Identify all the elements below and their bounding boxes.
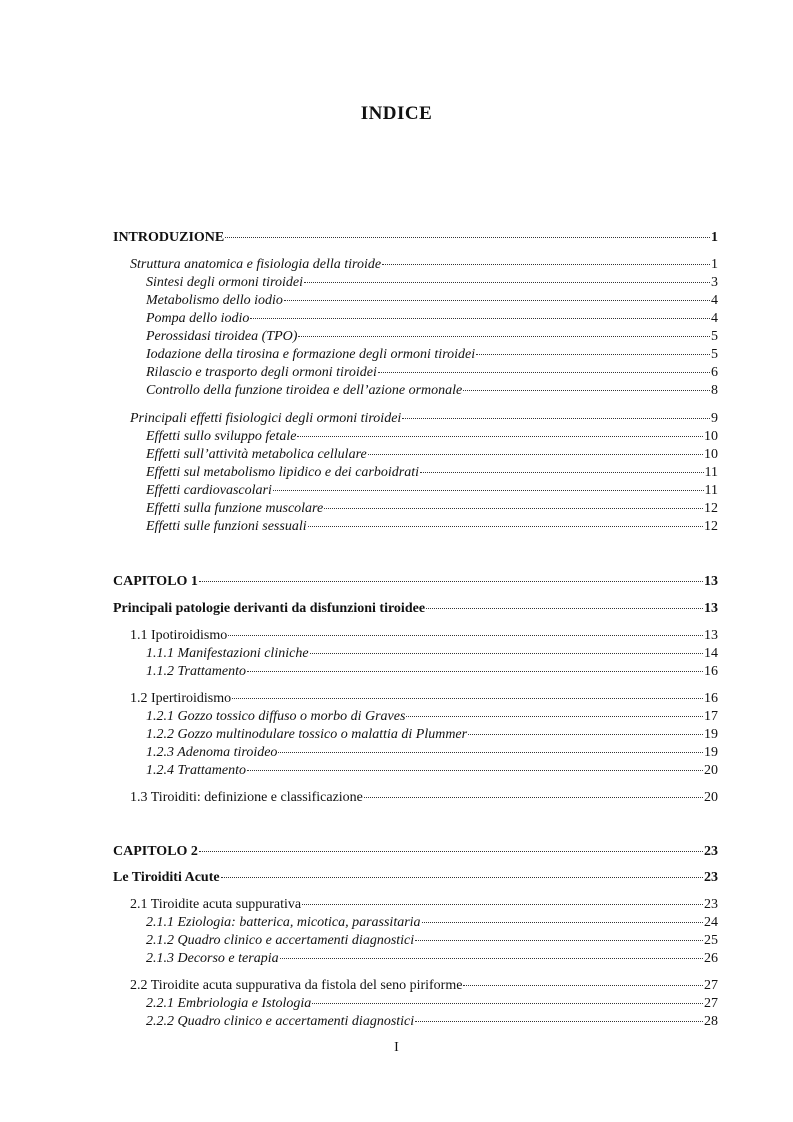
toc-entry (146, 708, 718, 726)
dot-leader (298, 336, 710, 337)
toc-entry (146, 995, 718, 1013)
toc-entry-title: Metabolismo dello iodio (146, 293, 283, 308)
toc-entry-title: Struttura anatomica e fisiologia della tiroide (130, 257, 382, 272)
toc-entry (146, 382, 718, 400)
toc-entry-page: 14 (704, 646, 718, 661)
dot-leader (468, 734, 703, 735)
toc-entry-title: 2.1.2 Quadro clinico e accertamenti diagnostici (146, 933, 415, 948)
toc-entry (146, 518, 718, 536)
dot-leader (297, 436, 703, 437)
toc-entry-title: Perossidasi tiroidea (TPO) (146, 329, 298, 344)
toc-entry-page: 19 (704, 727, 718, 742)
toc-entry (146, 914, 718, 932)
dot-leader (304, 282, 710, 283)
dot-leader (199, 851, 703, 852)
toc-entry-page: 28 (704, 1014, 718, 1029)
toc-entry-title: 1.2.1 Gozzo tossico diffuso o morbo di Graves (146, 709, 406, 724)
toc-entry-page: 20 (704, 790, 718, 805)
toc-entry-page: 1 (711, 257, 718, 272)
toc-entry-page: 16 (704, 664, 718, 679)
toc-entry (146, 446, 718, 464)
toc-entry-page: 4 (711, 311, 718, 326)
toc-entry-title: Effetti cardiovascolari (146, 483, 272, 498)
dot-leader (402, 418, 710, 419)
toc-entry (130, 410, 718, 428)
toc-entry-title: 1.1 Ipotiroidismo (130, 628, 228, 643)
dot-leader (247, 671, 703, 672)
toc-entry (146, 932, 718, 950)
dot-leader (199, 581, 703, 582)
dot-leader (232, 698, 703, 699)
dot-leader (225, 237, 710, 238)
toc-entry (130, 896, 718, 914)
toc-entry-page: 17 (704, 709, 718, 724)
toc-entry-title: INTRODUZIONE (113, 230, 225, 245)
toc-entry (146, 500, 718, 518)
dot-leader (406, 716, 703, 717)
toc-entry-title: Pompa dello iodio (146, 311, 250, 326)
toc-entry-page: 3 (711, 275, 718, 290)
toc-entry-page: 5 (711, 329, 718, 344)
toc-entry-page: 9 (711, 411, 718, 426)
toc-entry-page: 8 (711, 383, 718, 398)
dot-leader (273, 490, 704, 491)
toc-entry-page: 23 (704, 897, 718, 912)
dot-leader (250, 318, 710, 319)
toc-entry-title: Sintesi degli ormoni tiroidei (146, 275, 303, 290)
toc-entry-title: Iodazione della tirosina e formazione degli ormoni tiroidei (146, 347, 476, 362)
dot-leader (364, 797, 703, 798)
toc-entry-title: CAPITOLO 1 (113, 574, 198, 589)
dot-leader (312, 1003, 703, 1004)
toc-entry-title: 1.2 Ipertiroidismo (130, 691, 232, 706)
toc-entry (146, 726, 718, 744)
toc-entry-title: 1.2.3 Adenoma tiroideo (146, 745, 278, 760)
toc-entry-page: 23 (704, 870, 718, 885)
toc-entry-page: 19 (704, 745, 718, 760)
dot-leader (247, 770, 703, 771)
toc-entry (146, 328, 718, 346)
dot-leader (308, 526, 703, 527)
toc-entry (130, 789, 718, 807)
dot-leader (221, 877, 703, 878)
toc-entry-page: 10 (704, 429, 718, 444)
toc-entry (146, 292, 718, 310)
toc-entry (130, 627, 718, 645)
dot-leader (382, 264, 710, 265)
toc-entry-title: Effetti sullo sviluppo fetale (146, 429, 297, 444)
toc-entry (113, 843, 718, 861)
toc-entry (146, 464, 718, 482)
page-title: INDICE (360, 103, 433, 124)
toc-entry (146, 428, 718, 446)
toc-entry-page: 6 (711, 365, 718, 380)
dot-leader (422, 922, 703, 923)
toc-entry (146, 482, 718, 500)
dot-leader (426, 608, 703, 609)
dot-leader (420, 472, 704, 473)
toc-entry-page: 27 (704, 978, 718, 993)
toc-entry-title: 2.2.2 Quadro clinico e accertamenti diagnostici (146, 1014, 415, 1029)
dot-leader (476, 354, 710, 355)
toc-entry-title: CAPITOLO 2 (113, 844, 198, 859)
toc-entry (146, 645, 718, 663)
dot-leader (463, 985, 703, 986)
toc-entry (146, 762, 718, 780)
dot-leader (280, 958, 703, 959)
toc-entry (146, 364, 718, 382)
dot-leader (310, 653, 703, 654)
toc-entry-title: Rilascio e trasporto degli ormoni tiroidei (146, 365, 377, 380)
toc-entry (113, 869, 718, 887)
dot-leader (368, 454, 703, 455)
toc-entry (146, 274, 718, 292)
toc-entry-title: 1.1.1 Manifestazioni cliniche (146, 646, 309, 661)
toc-entry-title: 1.3 Tiroiditi: definizione e classificazione (130, 790, 363, 805)
toc-entry-page: 27 (704, 996, 718, 1011)
toc-entry-page: 4 (711, 293, 718, 308)
toc-entry-page: 25 (704, 933, 718, 948)
toc-entry-title: 2.2 Tiroidite acuta suppurativa da fistola del seno piriforme (130, 978, 463, 993)
toc-entry-page: 12 (704, 519, 718, 534)
dot-leader (378, 372, 710, 373)
toc-entry (146, 744, 718, 762)
toc-entry-page: 13 (704, 628, 718, 643)
toc-entry-title: 1.2.4 Trattamento (146, 763, 246, 778)
toc-entry-page: 11 (704, 483, 718, 498)
toc-entry (146, 663, 718, 681)
toc-entry-title: 2.1.1 Eziologia: batterica, micotica, parassitaria (146, 915, 421, 930)
toc-entry-title: 2.1.3 Decorso e terapia (146, 951, 279, 966)
toc-entry-page: 23 (704, 844, 718, 859)
toc-entry (146, 950, 718, 968)
toc-entry-page: 11 (704, 465, 718, 480)
dot-leader (463, 390, 710, 391)
toc-entry-title: 2.1 Tiroidite acuta suppurativa (130, 897, 302, 912)
toc-entry-title: Effetti sull’attività metabolica cellulare (146, 447, 367, 462)
dot-leader (415, 940, 703, 941)
toc-entry (130, 256, 718, 274)
toc-entry-title: Principali effetti fisiologici degli ormoni tiroidei (130, 411, 402, 426)
toc-entry-title: 2.2.1 Embriologia e Istologia (146, 996, 312, 1011)
toc-entry-title: Controllo della funzione tiroidea e dell’azione ormonale (146, 383, 463, 398)
toc-entry-page: 24 (704, 915, 718, 930)
toc-entry-page: 12 (704, 501, 718, 516)
toc-entry-title: Principali patologie derivanti da disfunzioni tiroidee (113, 601, 426, 616)
toc-entry (146, 310, 718, 328)
toc-entry-title: Effetti sul metabolismo lipidico e dei carboidrati (146, 465, 419, 480)
toc-entry (146, 1013, 718, 1031)
toc-entry-page: 20 (704, 763, 718, 778)
toc-entry-title: Le Tiroiditi Acute (113, 870, 220, 885)
toc-entry-page: 10 (704, 447, 718, 462)
toc-entry-page: 16 (704, 691, 718, 706)
toc-entry-page: 1 (711, 230, 718, 245)
toc-entry-page: 26 (704, 951, 718, 966)
dot-leader (284, 300, 710, 301)
dot-leader (278, 752, 703, 753)
toc-entry-page: 13 (704, 574, 718, 589)
toc-entry-page: 5 (711, 347, 718, 362)
toc-entry-title: 1.1.2 Trattamento (146, 664, 246, 679)
dot-leader (324, 508, 703, 509)
toc-entry-title: 1.2.2 Gozzo multinodulare tossico o malattia di Plummer (146, 727, 468, 742)
toc-entry-title: Effetti sulle funzioni sessuali (146, 519, 307, 534)
toc-entry (113, 573, 718, 591)
toc-entry (130, 977, 718, 995)
dot-leader (302, 904, 703, 905)
toc-entry-title: Effetti sulla funzione muscolare (146, 501, 324, 516)
toc-entry (130, 690, 718, 708)
dot-leader (228, 635, 703, 636)
page-number: I (394, 1040, 399, 1055)
dot-leader (415, 1021, 703, 1022)
toc-entry (113, 600, 718, 618)
toc-entry-page: 13 (704, 601, 718, 616)
toc-entry (146, 346, 718, 364)
toc-entry (113, 229, 718, 247)
